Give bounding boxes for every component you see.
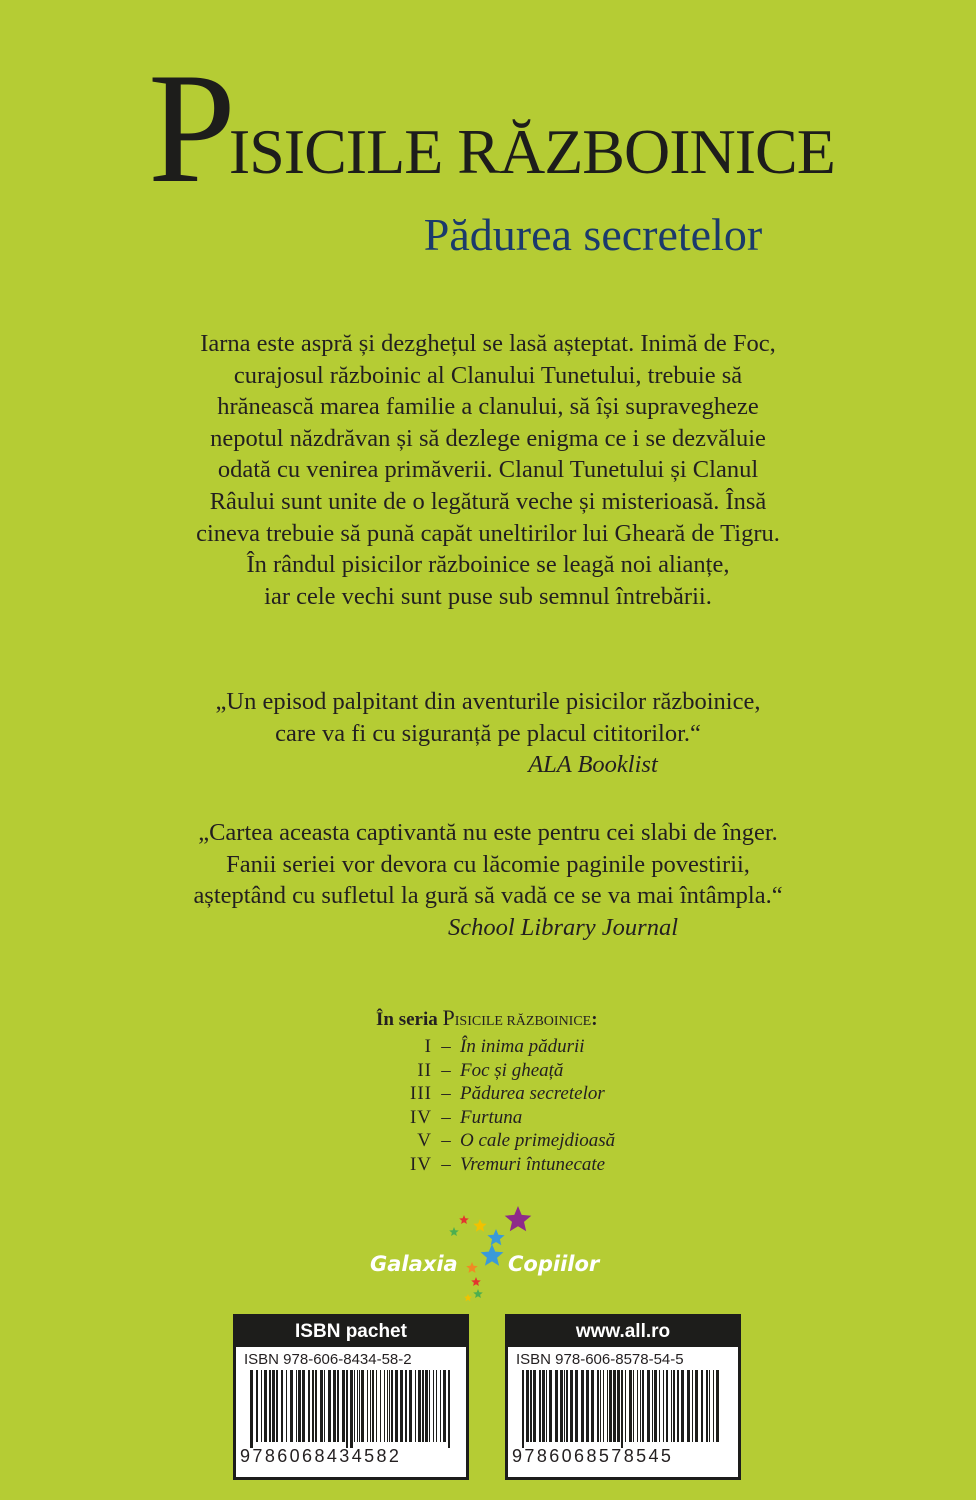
star-icon <box>481 1244 504 1266</box>
barcode-bar <box>333 1370 336 1442</box>
book-number: III <box>410 1083 432 1104</box>
book-number: V <box>417 1130 432 1151</box>
barcode-bar <box>533 1370 536 1442</box>
barcode-bar <box>354 1370 355 1442</box>
barcode-bar <box>621 1370 623 1448</box>
book-dash: – <box>441 1106 451 1128</box>
barcode-bar <box>429 1370 430 1442</box>
barcode-bar <box>433 1370 434 1442</box>
barcode-bar <box>677 1370 679 1442</box>
barcode-bar <box>409 1370 412 1442</box>
barcode-bar <box>652 1370 653 1442</box>
barcode-bar <box>425 1370 428 1442</box>
barcode-bar <box>361 1370 364 1442</box>
book-dash: – <box>441 1036 451 1057</box>
book-dash: – <box>441 1059 451 1081</box>
blurb-line: odată cu venirea primăverii. Clanul Tunetului și Clanul <box>217 456 759 484</box>
star-icon <box>505 1206 532 1231</box>
barcode-bar <box>250 1370 253 1448</box>
book-title-item: Pădurea secretelor <box>460 1083 605 1104</box>
quote-source: School Library Journal <box>447 913 679 941</box>
barcode-bar <box>342 1370 345 1442</box>
quote-source: ALA Booklist <box>528 751 658 779</box>
barcode-bar <box>633 1370 634 1442</box>
barcode-bar <box>256 1370 258 1442</box>
barcode-bar <box>673 1370 675 1442</box>
barcode-bar <box>629 1370 632 1442</box>
barcode-bar <box>716 1370 719 1442</box>
blurb <box>80 328 896 612</box>
book-number: IV <box>409 1153 432 1175</box>
barcode-box-website <box>505 1314 741 1480</box>
barcode-bar <box>603 1370 604 1442</box>
book-dash: – <box>441 1083 451 1104</box>
series-heading <box>376 1005 615 1031</box>
barcode-bar <box>542 1370 545 1442</box>
barcode-bar <box>600 1370 601 1442</box>
book-title-rest: ISICILE RĂZBOINICE <box>228 116 835 187</box>
barcode-bar <box>713 1370 714 1442</box>
barcode-bar <box>671 1370 672 1442</box>
series-book <box>384 1035 615 1059</box>
barcode-bar <box>389 1370 390 1442</box>
blurb-line: cineva trebuie să pună capăt uneltirilor lui Gheară de Tigru. <box>196 519 780 547</box>
barcode-bar <box>687 1370 690 1442</box>
barcode-bar <box>681 1370 684 1442</box>
review-quote <box>80 686 896 781</box>
barcode-bar <box>276 1370 278 1442</box>
barcode-bar <box>296 1370 297 1442</box>
barcode-bar <box>530 1370 532 1442</box>
series-prefix: În seria <box>376 1009 438 1030</box>
blurb-line: În rândul pisicilor războinice se leagă noi alianțe, <box>246 551 730 579</box>
book-title-item: Vremuri întunecate <box>460 1153 606 1175</box>
barcode-icon <box>520 1370 726 1448</box>
barcode-box-isbn-pachet <box>233 1314 469 1480</box>
blurb-line: iar cele vechi sunt puse sub semnul întrebării. <box>264 582 712 610</box>
barcode-bar <box>591 1370 594 1442</box>
barcode-bar <box>607 1370 608 1442</box>
barcode-bar <box>387 1370 388 1442</box>
barcode-bar <box>400 1370 403 1442</box>
quote-line: Fanii seriei vor devora cu lăcomie paginile povestirii, <box>226 850 750 878</box>
barcode-bar <box>654 1370 657 1442</box>
publisher-logo <box>368 1198 618 1308</box>
series-name-initial: P <box>442 1005 455 1030</box>
barcode-bar <box>440 1370 441 1442</box>
barcode-bar <box>522 1370 524 1448</box>
barcode-header: www.all.ro <box>508 1317 738 1347</box>
series-suffix: : <box>591 1009 598 1030</box>
series-book <box>384 1153 615 1177</box>
barcode-bar <box>261 1370 262 1442</box>
quote-line: care va fi cu siguranță pe placul cititorilor.“ <box>275 719 701 747</box>
book-number: II <box>417 1059 432 1081</box>
barcode-bar <box>359 1370 360 1442</box>
barcode-bar <box>357 1370 358 1442</box>
barcode-bar <box>395 1370 398 1442</box>
barcode-bar <box>384 1370 385 1442</box>
book-number: IV <box>409 1106 432 1128</box>
barcode-bar <box>564 1370 565 1442</box>
barcode-bar <box>539 1370 541 1442</box>
barcode-bar <box>659 1370 660 1442</box>
barcode-bar <box>443 1370 446 1442</box>
barcode-bar <box>642 1370 644 1442</box>
barcode-bar <box>264 1370 267 1442</box>
barcode-bar <box>337 1370 339 1442</box>
book-dash: – <box>441 1153 451 1175</box>
barcode-bar <box>391 1370 393 1442</box>
barcode-bar <box>286 1370 287 1442</box>
book-title-item: În inima pădurii <box>460 1036 585 1057</box>
star-icon <box>466 1262 477 1273</box>
barcode-bar <box>640 1370 641 1442</box>
barcode-bar <box>549 1370 552 1442</box>
barcode-bar <box>422 1370 424 1442</box>
barcode-icon <box>248 1370 454 1448</box>
barcode-bar <box>281 1370 283 1442</box>
barcode-bar <box>625 1370 626 1442</box>
logo-word-galaxia: Galaxia <box>370 1252 458 1276</box>
barcode-bar <box>560 1370 563 1442</box>
review-quote <box>80 817 896 943</box>
barcode-bar <box>376 1370 377 1442</box>
series-name-rest: ISICILE RĂZBOINICE <box>454 1014 592 1029</box>
book-title-item: Furtuna <box>460 1106 523 1128</box>
barcode-bar <box>312 1370 314 1442</box>
barcode-bar <box>706 1370 708 1442</box>
barcode-header: ISBN pachet <box>236 1317 466 1347</box>
series-book <box>384 1082 615 1106</box>
barcode-bar <box>566 1370 568 1442</box>
barcode-bar <box>692 1370 693 1442</box>
barcode-bar <box>647 1370 650 1442</box>
barcode-bar <box>666 1370 668 1442</box>
series-name <box>442 1005 592 1030</box>
barcode-bar <box>350 1370 353 1448</box>
star-icon <box>487 1229 504 1245</box>
barcode-bar <box>308 1370 310 1442</box>
series-list <box>376 1005 615 1176</box>
star-icon <box>473 1219 486 1232</box>
barcode-bar <box>586 1370 589 1442</box>
barcode-bar <box>617 1370 620 1442</box>
star-icon <box>459 1215 469 1224</box>
barcode-bar <box>372 1370 374 1442</box>
barcode-bar <box>367 1370 368 1442</box>
book-title-item: Foc și gheață <box>460 1059 564 1081</box>
blurb-line: curajosul războinic al Clanului Tunetului, trebuie să <box>233 361 743 389</box>
quote-line: „Un episod palpitant din aventurile pisicilor războinice, <box>215 688 761 715</box>
isbn-text: ISBN 978-606-8578-54-5 <box>516 1351 684 1368</box>
barcode-bar <box>555 1370 558 1442</box>
book-dash: – <box>441 1130 451 1151</box>
barcode-bar <box>613 1370 616 1442</box>
barcode-bar <box>436 1370 437 1442</box>
book-title-item: O cale primejdioasă <box>460 1130 616 1151</box>
book-number: I <box>424 1036 432 1057</box>
barcode-bar <box>709 1370 710 1442</box>
barcode-bar <box>526 1370 529 1442</box>
barcode-bar <box>448 1370 450 1448</box>
star-icon <box>471 1277 481 1286</box>
blurb-line: Râului sunt unite de o legătură veche și misterioasă. Însă <box>209 487 767 515</box>
book-title <box>148 41 868 216</box>
book-subtitle: Pădurea secretelor <box>423 209 763 260</box>
star-icon <box>464 1294 472 1301</box>
barcode-bar <box>290 1370 293 1442</box>
barcode-bar <box>370 1370 371 1442</box>
blurb-line: Iarna este aspră și dezghețul se lasă așteptat. Inimă de Foc, <box>200 330 776 357</box>
barcode-bar <box>320 1370 323 1442</box>
barcode-bar <box>701 1370 703 1442</box>
quote-line: „Cartea aceasta captivantă nu este pentru cei slabi de înger. <box>198 819 778 846</box>
barcode-bar <box>663 1370 664 1442</box>
barcode-bar <box>269 1370 271 1442</box>
barcode-bar <box>637 1370 638 1442</box>
barcode-bar <box>328 1370 331 1442</box>
barcode-bar <box>272 1370 275 1442</box>
book-title-initial: P <box>148 41 235 216</box>
barcode-bar <box>609 1370 612 1442</box>
ean-digits: 9786068434582 <box>240 1446 402 1466</box>
blurb-line: nepotul năzdrăvan și să dezlege enigma ce i se dezvăluie <box>210 424 766 452</box>
barcode-bar <box>324 1370 325 1442</box>
barcode-bar <box>597 1370 599 1442</box>
barcode-bar <box>546 1370 547 1442</box>
logo-word-copiilor: Copiilor <box>508 1252 600 1276</box>
barcode-bar <box>298 1370 301 1442</box>
series-book <box>384 1059 615 1083</box>
star-icon <box>473 1289 483 1298</box>
barcode-bar <box>346 1370 348 1448</box>
series-book <box>384 1106 615 1130</box>
barcode-bar <box>405 1370 407 1442</box>
star-icon <box>449 1227 459 1236</box>
series-book <box>384 1129 615 1153</box>
barcode-bar <box>315 1370 317 1442</box>
barcode-bar <box>415 1370 416 1442</box>
barcode-bar <box>695 1370 698 1442</box>
barcode-bar <box>302 1370 305 1442</box>
blurb-line: hrănească marea familie a clanului, să își supravegheze <box>217 393 759 421</box>
barcode-bar <box>570 1370 573 1442</box>
isbn-text: ISBN 978-606-8434-58-2 <box>244 1351 412 1368</box>
barcode-bar <box>575 1370 578 1442</box>
barcode-bar <box>581 1370 584 1442</box>
barcode-bar <box>380 1370 381 1442</box>
quote-line: așteptând cu sufletul la gură să vadă ce se va mai întâmpla.“ <box>193 882 783 910</box>
ean-digits: 9786068578545 <box>512 1446 674 1466</box>
barcode-bar <box>418 1370 421 1442</box>
